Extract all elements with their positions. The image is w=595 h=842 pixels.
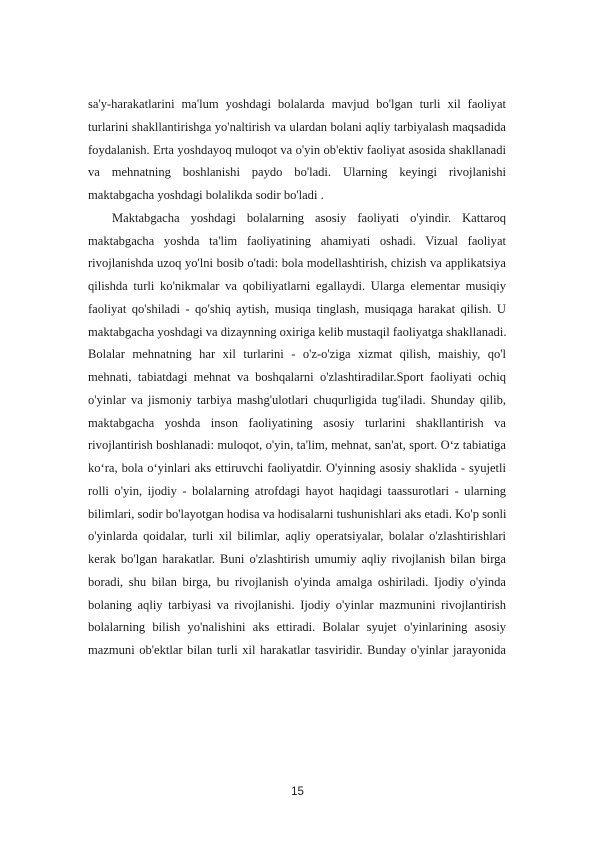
text-line: maktabgacha yoshdagi bolalikda sodir bo'ladi . xyxy=(88,188,324,202)
text-line: faoliyat qo'shiladi - qo'shiq aytish, musiqa tinglash, musiqaga harakat qilish. U xyxy=(88,301,506,316)
body-text xyxy=(88,93,506,662)
text-line: foydalanish. Erta yoshdayoq muloqot va o'yin ob'ektiv faoliyat asosida shakllanadi xyxy=(88,142,506,157)
text-line: maktabgacha yoshda inson faoliyatining asosiy turlarini shakllantirish va xyxy=(88,415,506,430)
text-line: maktabgacha yoshda ta'lim faoliyatining ahamiyati oshadi. Vizual faoliyat xyxy=(88,233,506,248)
text-line: rivojlantirish boshlanadi: muloqot, o'yin, ta'lim, mehnat, san'at, sport. O‘z tabiatiga xyxy=(88,438,506,453)
text-line: turlarini shakllantirishga yo'naltirish va ulardan bolani aqliy tarbiyalash maqsadida xyxy=(88,119,506,134)
text-line: mehnati, tabiatdagi mehnat va boshqalarni o'zlashtiradilar.Sport faoliyati ochiq xyxy=(88,370,506,384)
text-line: qilishda turli ko'nikmalar va qobiliyatlarni egallaydi. Ularga elementar musiqiy xyxy=(88,279,506,293)
text-line: mazmuni ob'ektlar bilan turli xil harakatlar tasviridir. Bunday o'yinlar jarayonida xyxy=(88,643,506,657)
text-line: rivojlanishda uzoq yo'lni bosib o'tadi: bola modellashtirish, chizish va applikatsiya xyxy=(88,256,506,271)
text-line: boradi, shu bilan birga, bu rivojlanish o'yinda amalga oshiriladi. Ijodiy o'yinda xyxy=(88,574,506,589)
text-line: Maktabgacha yoshdagi bolalarning asosiy faoliyati o'yindir. Kattaroq xyxy=(112,210,506,225)
text-line: ko‘ra, bola o‘yinlari aks ettiruvchi faoliyatdir. O'yinning asosiy shaklida - syujetli xyxy=(88,461,506,475)
text-line: bolalarning bilish yo'nalishini aks ettiradi. Bolalar syujet o'yinlarining asosiy xyxy=(88,620,506,635)
text-line: bolaning aqliy tarbiyasi va rivojlanishi. Ijodiy o'yinlar mazmunini rivojlantirish xyxy=(88,597,506,612)
text-line: o'yinlar va jismoniy tarbiya mashg'ulotlari chuqurligida tug'iladi. Shunday qilib, xyxy=(88,392,506,407)
text-line: sa'y-harakatlarini ma'lum yoshdagi bolalarda mavjud bo'lgan turli xil faoliyat xyxy=(88,97,506,111)
text-line: rolli o'yin, ijodiy - bolalarning atrofdagi hayot haqidagi taassurotlari - ularning xyxy=(88,483,506,498)
text-line: va mehnatning boshlanishi paydo bo'ladi. Ularning keyingi rivojlanishi xyxy=(88,165,506,180)
text-line: Bolalar mehnatning har xil turlarini - o'z-o'ziga xizmat qilish, maishiy, qo'l xyxy=(88,347,506,362)
text-line: kerak bo'lgan harakatlar. Buni o'zlashtirish umumiy aqliy rivojlanish bilan birga xyxy=(88,552,506,566)
text-line: maktabgacha yoshdagi va dizaynning oxiriga kelib mustaqil faoliyatga shakllanadi. xyxy=(88,324,507,339)
page-number: 15 xyxy=(291,786,304,798)
text-line: o'yinlarda qoidalar, turli xil bilimlar, aqliy operatsiyalar, bolalar o'zlashtirishlari xyxy=(88,529,506,544)
text-line: bilimlari, sodir bo'layotgan hodisa va hodisalarni tushunishlari aks etadi. Ko'p sonli xyxy=(88,506,507,521)
